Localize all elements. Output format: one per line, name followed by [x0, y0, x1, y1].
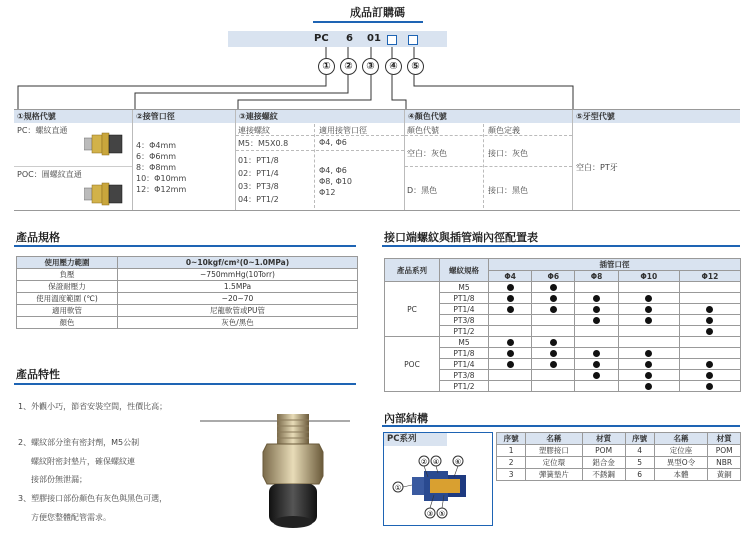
availability-cell [489, 370, 532, 381]
thread-cell: PT3/8 [440, 370, 489, 381]
thread-cell: M5 [440, 337, 489, 348]
availability-cell [532, 381, 575, 392]
availability-cell [532, 370, 575, 381]
availability-cell [618, 348, 679, 359]
parts-cell: 彈簧墊片 [526, 469, 583, 481]
availability-cell [532, 282, 575, 293]
availability-cell [489, 337, 532, 348]
bore-10: 10：Φ10mm [136, 174, 187, 183]
availability-cell [679, 359, 740, 370]
feature-1: 1、外觀小巧，節省安裝空間，性價比高； [18, 402, 168, 411]
availability-cell [489, 359, 532, 370]
availability-cell [679, 282, 740, 293]
thread-cell: PT1/2 [440, 326, 489, 337]
availability-cell [489, 381, 532, 392]
spec-row-value: −20~70 [118, 293, 358, 305]
parts-cell: 1 [497, 445, 526, 457]
color-black: D：黑色 [407, 186, 438, 195]
parts-header: 序號 [625, 433, 654, 445]
parts-cell: 6 [625, 469, 654, 481]
parts-table [496, 432, 741, 481]
thread-01: 01：PT1/8 [238, 156, 279, 165]
parts-cell: 2 [497, 457, 526, 469]
availability-cell [489, 304, 532, 315]
callout-2: ② [340, 58, 357, 75]
fitting-photo [255, 412, 340, 530]
availability-cell [532, 304, 575, 315]
parts-cell: POM [582, 445, 625, 457]
product-spec-table [16, 256, 358, 329]
spec-row-value: 灰色/黑色 [118, 317, 358, 329]
bore-subhead: 適用接管口徑 [319, 126, 367, 135]
thread-cell: PT3/8 [440, 315, 489, 326]
availability-cell [679, 348, 740, 359]
thread-04: 04：PT1/2 [238, 195, 279, 204]
available-dot [645, 317, 652, 324]
color-code-subhead: 顏色代號 [407, 126, 439, 135]
availability-cell [618, 282, 679, 293]
code-thread: 01 [367, 33, 381, 44]
bore-4: 4：Φ4mm [136, 141, 177, 150]
availability-cell [489, 326, 532, 337]
parts-cell: 定位座 [654, 445, 708, 457]
availability-cell [489, 348, 532, 359]
available-dot [593, 361, 600, 368]
available-dot [645, 361, 652, 368]
th-series: 產品系列 [385, 259, 440, 282]
availability-cell [618, 293, 679, 304]
availability-cell [575, 304, 618, 315]
parts-cell: 3 [497, 469, 526, 481]
bore-8: 8：Φ8mm [136, 163, 177, 172]
code-series: PC [314, 33, 329, 44]
diagram-label: ① [394, 484, 402, 492]
callout-4: ④ [385, 58, 402, 75]
col1-header: ①規格代號 [14, 110, 132, 123]
thread-02: 02：PT1/4 [238, 169, 279, 178]
spec-row-value: −750mmHg(10Torr) [118, 269, 358, 281]
th-size: Φ4 [489, 271, 532, 282]
diagram-label: ④ [432, 458, 440, 466]
available-dot [645, 295, 652, 302]
available-dot [550, 306, 557, 313]
th-bore: 插管口徑 [489, 259, 741, 271]
availability-cell [618, 315, 679, 326]
parts-header: 序號 [497, 433, 526, 445]
table-row [497, 457, 741, 469]
order-spec-table [14, 109, 740, 211]
thread-cell: PT1/8 [440, 348, 489, 359]
available-dot [706, 328, 713, 335]
available-dot [645, 306, 652, 313]
thread-type-pt: 空白：PT牙 [576, 163, 618, 172]
spec-row-label: 顏色 [17, 317, 118, 329]
availability-cell [532, 337, 575, 348]
availability-cell [679, 315, 740, 326]
availability-cell [489, 293, 532, 304]
availability-cell [575, 370, 618, 381]
th-size: Φ6 [532, 271, 575, 282]
parts-cell: NBR [708, 457, 741, 469]
col3-header: ③連接螺紋 [236, 110, 404, 123]
availability-cell [618, 337, 679, 348]
available-dot [507, 284, 514, 291]
thread-bore-a: Φ4, Φ6 [319, 166, 347, 175]
available-dot [706, 317, 713, 324]
available-dot [550, 361, 557, 368]
spec-row-value: 1.5MPa [118, 281, 358, 293]
code-bore: 6 [346, 33, 353, 44]
available-dot [645, 383, 652, 390]
available-dot [593, 372, 600, 379]
feature-2b: 螺紋附密封墊片，確保螺紋連 [31, 457, 135, 466]
available-dot [507, 295, 514, 302]
parts-cell: 不銹鋼 [582, 469, 625, 481]
spec-poc: POC：圓螺紋直通 [17, 170, 82, 179]
availability-cell [575, 337, 618, 348]
availability-cell [679, 304, 740, 315]
callout-3: ③ [362, 58, 379, 75]
feature-2: 2、螺紋部分塗有密封劑，M5公制 [18, 438, 140, 447]
available-dot [550, 284, 557, 291]
available-dot [706, 361, 713, 368]
table-row [497, 445, 741, 457]
available-dot [507, 361, 514, 368]
th-size: Φ8 [575, 271, 618, 282]
thread-m5: M5：M5X0.8 [238, 139, 289, 148]
diagram-label: ⑤ [438, 510, 446, 518]
availability-cell [618, 370, 679, 381]
availability-cell [532, 293, 575, 304]
th-thread: 螺紋規格 [440, 259, 489, 282]
availability-cell [679, 326, 740, 337]
spec-row-value: 尼龍軟管或PU管 [118, 305, 358, 317]
available-dot [593, 350, 600, 357]
internal-diagram [390, 449, 490, 523]
poc-fitting-icon [84, 180, 124, 208]
availability-cell [618, 359, 679, 370]
availability-cell [575, 359, 618, 370]
availability-cell [575, 348, 618, 359]
available-dot [550, 295, 557, 302]
parts-header: 材質 [708, 433, 741, 445]
availability-cell [679, 337, 740, 348]
spec-row-label: 適用軟管 [17, 305, 118, 317]
parts-header: 材質 [582, 433, 625, 445]
spec-row-label: 負壓 [17, 269, 118, 281]
available-dot [706, 372, 713, 379]
color-black-def: 接口：黑色 [488, 186, 528, 195]
th-size: Φ10 [618, 271, 679, 282]
color-gray-def: 接口：灰色 [488, 149, 528, 158]
feature-2c: 接部份無泄漏； [31, 475, 87, 484]
pressure-value: 0~10kgf/cm²(0~1.0MPa) [118, 257, 358, 269]
availability-cell [679, 293, 740, 304]
available-dot [645, 350, 652, 357]
bore-6: 6：Φ6mm [136, 152, 177, 161]
callout-1: ① [318, 58, 335, 75]
spec-row-label: 保證耐壓力 [17, 281, 118, 293]
parts-cell: 鋁合金 [582, 457, 625, 469]
parts-cell: 4 [625, 445, 654, 457]
thread-cell: PT1/4 [440, 359, 489, 370]
thread-bore-b: Φ8, Φ10 [319, 177, 352, 186]
availability-cell [679, 381, 740, 392]
thread-m5-bore: Φ4, Φ6 [319, 138, 347, 147]
available-dot [593, 306, 600, 313]
parts-header: 名稱 [654, 433, 708, 445]
product-spec-title: 產品規格 [16, 231, 60, 244]
th-size: Φ12 [679, 271, 740, 282]
available-dot [593, 317, 600, 324]
thread-subhead: 連接螺紋 [238, 126, 270, 135]
table-row [385, 337, 741, 348]
available-dot [550, 350, 557, 357]
callout-5: ⑤ [407, 58, 424, 75]
availability-cell [575, 315, 618, 326]
available-dot [507, 306, 514, 313]
available-dot [706, 306, 713, 313]
thread-config-table [384, 258, 741, 392]
thread-table-title: 接口端螺紋與插管端內徑配置表 [384, 231, 538, 244]
availability-cell [679, 370, 740, 381]
available-dot [550, 339, 557, 346]
internal-title: 內部結構 [384, 412, 428, 425]
available-dot [706, 383, 713, 390]
feature-3b: 方便您整體配管需求。 [31, 513, 111, 522]
parts-cell: 5 [625, 457, 654, 469]
availability-cell [532, 326, 575, 337]
table-row [497, 469, 741, 481]
availability-cell [618, 381, 679, 392]
parts-cell: 本體 [654, 469, 708, 481]
parts-cell: 異型O令 [654, 457, 708, 469]
availability-cell [489, 315, 532, 326]
availability-cell [532, 315, 575, 326]
bore-12: 12：Φ12mm [136, 185, 187, 194]
parts-header: 名稱 [526, 433, 583, 445]
col2-header: ②接管口徑 [133, 110, 235, 123]
features-title: 產品特性 [16, 368, 60, 381]
available-dot [645, 372, 652, 379]
available-dot [593, 295, 600, 302]
pc-series-box [383, 432, 493, 526]
availability-cell [532, 348, 575, 359]
availability-cell [575, 293, 618, 304]
availability-cell [489, 282, 532, 293]
availability-cell [575, 381, 618, 392]
diagram-label: ③ [426, 510, 434, 518]
col4-header: ④顏色代號 [405, 110, 572, 123]
thread-cell: PT1/2 [440, 381, 489, 392]
parts-cell: 定位環 [526, 457, 583, 469]
diagram-label: ⑥ [454, 458, 462, 466]
spec-row-label: 使用溫度範圍 (℃) [17, 293, 118, 305]
available-dot [507, 339, 514, 346]
pc-series-label: PC系列 [384, 433, 447, 446]
availability-cell [618, 326, 679, 337]
parts-cell: POM [708, 445, 741, 457]
series-cell: PC [385, 282, 440, 337]
pressure-label: 使用壓力範圍 [17, 257, 118, 269]
callout-connectors [0, 0, 755, 112]
available-dot [507, 350, 514, 357]
parts-cell: 塑膠接口 [526, 445, 583, 457]
availability-cell [618, 304, 679, 315]
color-gray: 空白：灰色 [407, 149, 447, 158]
availability-cell [575, 282, 618, 293]
pc-fitting-icon [84, 130, 124, 158]
feature-3: 3、塑膠接口部份顏色有灰色與黑色可選， [18, 494, 168, 503]
availability-cell [532, 359, 575, 370]
thread-cell: M5 [440, 282, 489, 293]
col5-header: ⑤牙型代號 [573, 110, 740, 123]
spec-pc: PC：螺紋直通 [17, 126, 68, 135]
thread-03: 03：PT3/8 [238, 182, 279, 191]
order-code-title: 成品訂購碼 [350, 6, 405, 19]
thread-cell: PT1/4 [440, 304, 489, 315]
thread-bore-c: Φ12 [319, 188, 336, 197]
thread-cell: PT1/8 [440, 293, 489, 304]
color-def-subhead: 顏色定義 [488, 126, 520, 135]
parts-cell: 黃銅 [708, 469, 741, 481]
series-cell: POC [385, 337, 440, 392]
availability-cell [575, 326, 618, 337]
diagram-label: ② [420, 458, 428, 466]
table-row [385, 282, 741, 293]
